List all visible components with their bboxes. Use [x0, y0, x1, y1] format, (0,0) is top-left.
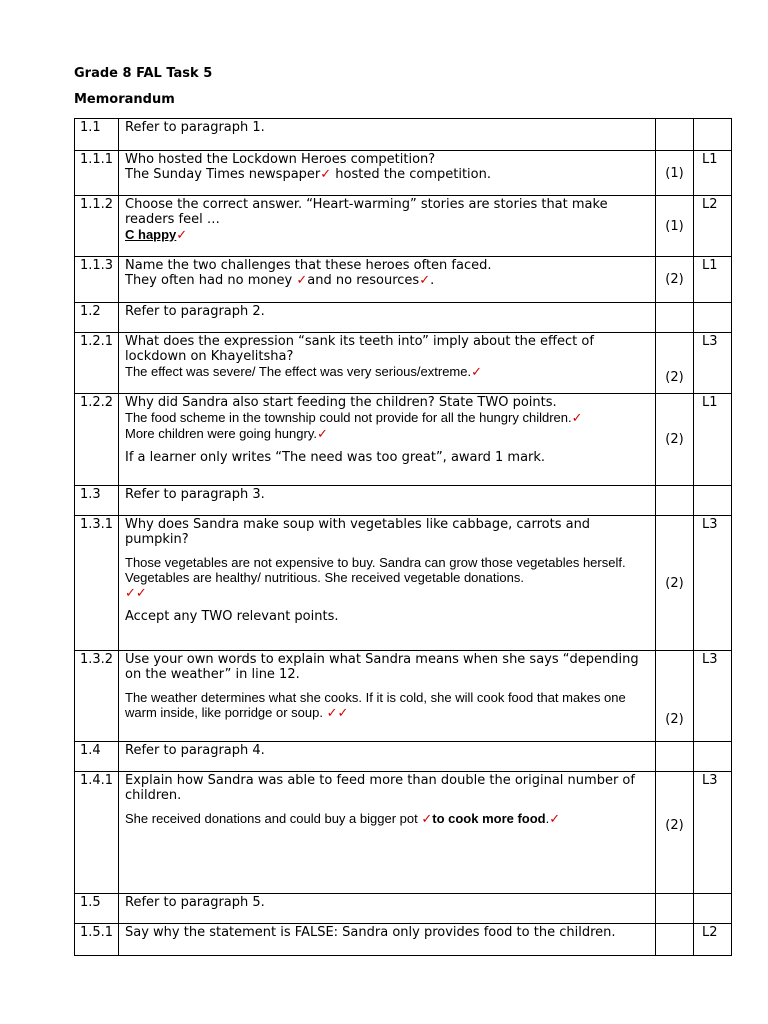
answer-text: Those vegetables are not expensive to buy. Sandra can grow those vegetables herself. Vegetables are healthy/ nutritious. She received vegetable donations.	[125, 555, 626, 585]
cognitive-level: L2	[694, 924, 732, 956]
table-row	[75, 333, 732, 394]
cognitive-level: L3	[694, 333, 732, 394]
tick-icon: ✓	[549, 812, 561, 827]
table-row	[75, 196, 732, 257]
tick-icon: ✓	[421, 812, 433, 827]
question-text: Who hosted the Lockdown Heroes competition?	[125, 152, 436, 167]
table-row	[75, 303, 732, 333]
cognitive-level: L1	[694, 394, 732, 486]
answer-text: The Sunday Times newspaper✓ hosted the competition.	[125, 167, 491, 182]
cognitive-level: L3	[694, 772, 732, 894]
mark-allocation: (2)	[656, 333, 694, 394]
question-text: Why did Sandra also start feeding the children? State TWO points.	[125, 395, 557, 410]
question-text: Why does Sandra make soup with vegetables like cabbage, carrots and pumpkin?	[125, 517, 591, 547]
memorandum-heading: Memorandum	[74, 92, 175, 107]
mark-allocation: (1)	[656, 151, 694, 196]
answer-text: The food scheme in the township could not provide for all the hungry children.✓	[125, 410, 583, 426]
answer-text: C happy✓	[125, 227, 188, 243]
question-text: Choose the correct answer. “Heart-warming” stories are stories that make readers feel …	[125, 197, 608, 227]
cognitive-level: L1	[694, 257, 732, 303]
section-text: Refer to paragraph 2.	[119, 303, 656, 333]
tick-icon: ✓	[296, 273, 308, 288]
mark-allocation: (2)	[656, 516, 694, 651]
answer-text: More children were going hungry.✓	[125, 426, 328, 442]
tick-icon: ✓	[326, 706, 338, 721]
question-number: 1.1	[75, 119, 119, 151]
answer-text: She received donations and could buy a bigger pot ✓to cook more food.✓	[125, 811, 561, 827]
cognitive-level: L1	[694, 151, 732, 196]
tick-icon: ✓	[176, 228, 188, 243]
question-text: Say why the statement is FALSE: Sandra only provides food to the children.	[125, 925, 616, 940]
question-number: 1.5.1	[75, 924, 119, 956]
question-number: 1.2	[75, 303, 119, 333]
marking-note: If a learner only writes “The need was too great”, award 1 mark.	[125, 450, 546, 465]
tick-icon: ✓	[316, 427, 328, 442]
question-number: 1.5	[75, 894, 119, 924]
tick-icon: ✓	[320, 167, 332, 182]
tick-icon: ✓	[419, 273, 431, 288]
table-row	[75, 772, 732, 894]
marking-note: Accept any TWO relevant points.	[125, 609, 339, 624]
tick-icon: ✓	[571, 411, 583, 426]
section-text: Refer to paragraph 3.	[119, 486, 656, 516]
mark-allocation: (2)	[656, 651, 694, 742]
mark-allocation: (2)	[656, 257, 694, 303]
question-number: 1.2.2	[75, 394, 119, 486]
section-text: Refer to paragraph 1.	[119, 119, 656, 151]
table-row	[75, 257, 732, 303]
cognitive-level: L3	[694, 651, 732, 742]
question-text: Name the two challenges that these heroes often faced.	[125, 258, 492, 273]
question-number: 1.3.2	[75, 651, 119, 742]
answer-text: They often had no money ✓and no resources✓.	[125, 273, 435, 288]
table-row	[75, 516, 732, 651]
tick-icon: ✓	[125, 586, 136, 601]
question-number: 1.4	[75, 742, 119, 772]
table-row	[75, 151, 732, 196]
answer-text: The weather determines what she cooks. If it is cold, she will cook food that makes one warm inside, like porridge or soup. ✓✓	[125, 690, 626, 721]
cognitive-level: L2	[694, 196, 732, 257]
question-number: 1.1.3	[75, 257, 119, 303]
tick-icon: ✓	[471, 365, 483, 380]
tick-icon: ✓	[135, 586, 147, 601]
table-row	[75, 394, 732, 486]
tick-icon: ✓	[337, 706, 349, 721]
question-number: 1.2.1	[75, 333, 119, 394]
answer-text: The effect was severe/ The effect was very serious/extreme.✓	[125, 364, 483, 380]
table-row	[75, 924, 732, 956]
question-number: 1.3.1	[75, 516, 119, 651]
table-row	[75, 894, 732, 924]
section-text: Refer to paragraph 4.	[119, 742, 656, 772]
mark-allocation: (1)	[656, 196, 694, 257]
table-row	[75, 119, 732, 151]
mark-allocation: (2)	[656, 394, 694, 486]
question-text: Use your own words to explain what Sandra means when she says “depending on the weather” in line 12.	[125, 652, 639, 682]
mark-allocation: (2)	[656, 772, 694, 894]
memorandum-table	[74, 118, 732, 956]
question-number: 1.3	[75, 486, 119, 516]
question-text: Explain how Sandra was able to feed more than double the original number of children.	[125, 773, 635, 803]
question-number: 1.1.2	[75, 196, 119, 257]
question-number: 1.4.1	[75, 772, 119, 894]
question-text: What does the expression “sank its teeth into” imply about the effect of lockdown on Khayelitsha?	[125, 334, 594, 364]
table-row	[75, 651, 732, 742]
table-row	[75, 486, 732, 516]
document-title: Grade 8 FAL Task 5	[74, 66, 213, 81]
table-row	[75, 742, 732, 772]
question-number: 1.1.1	[75, 151, 119, 196]
cognitive-level: L3	[694, 516, 732, 651]
section-text: Refer to paragraph 5.	[119, 894, 656, 924]
